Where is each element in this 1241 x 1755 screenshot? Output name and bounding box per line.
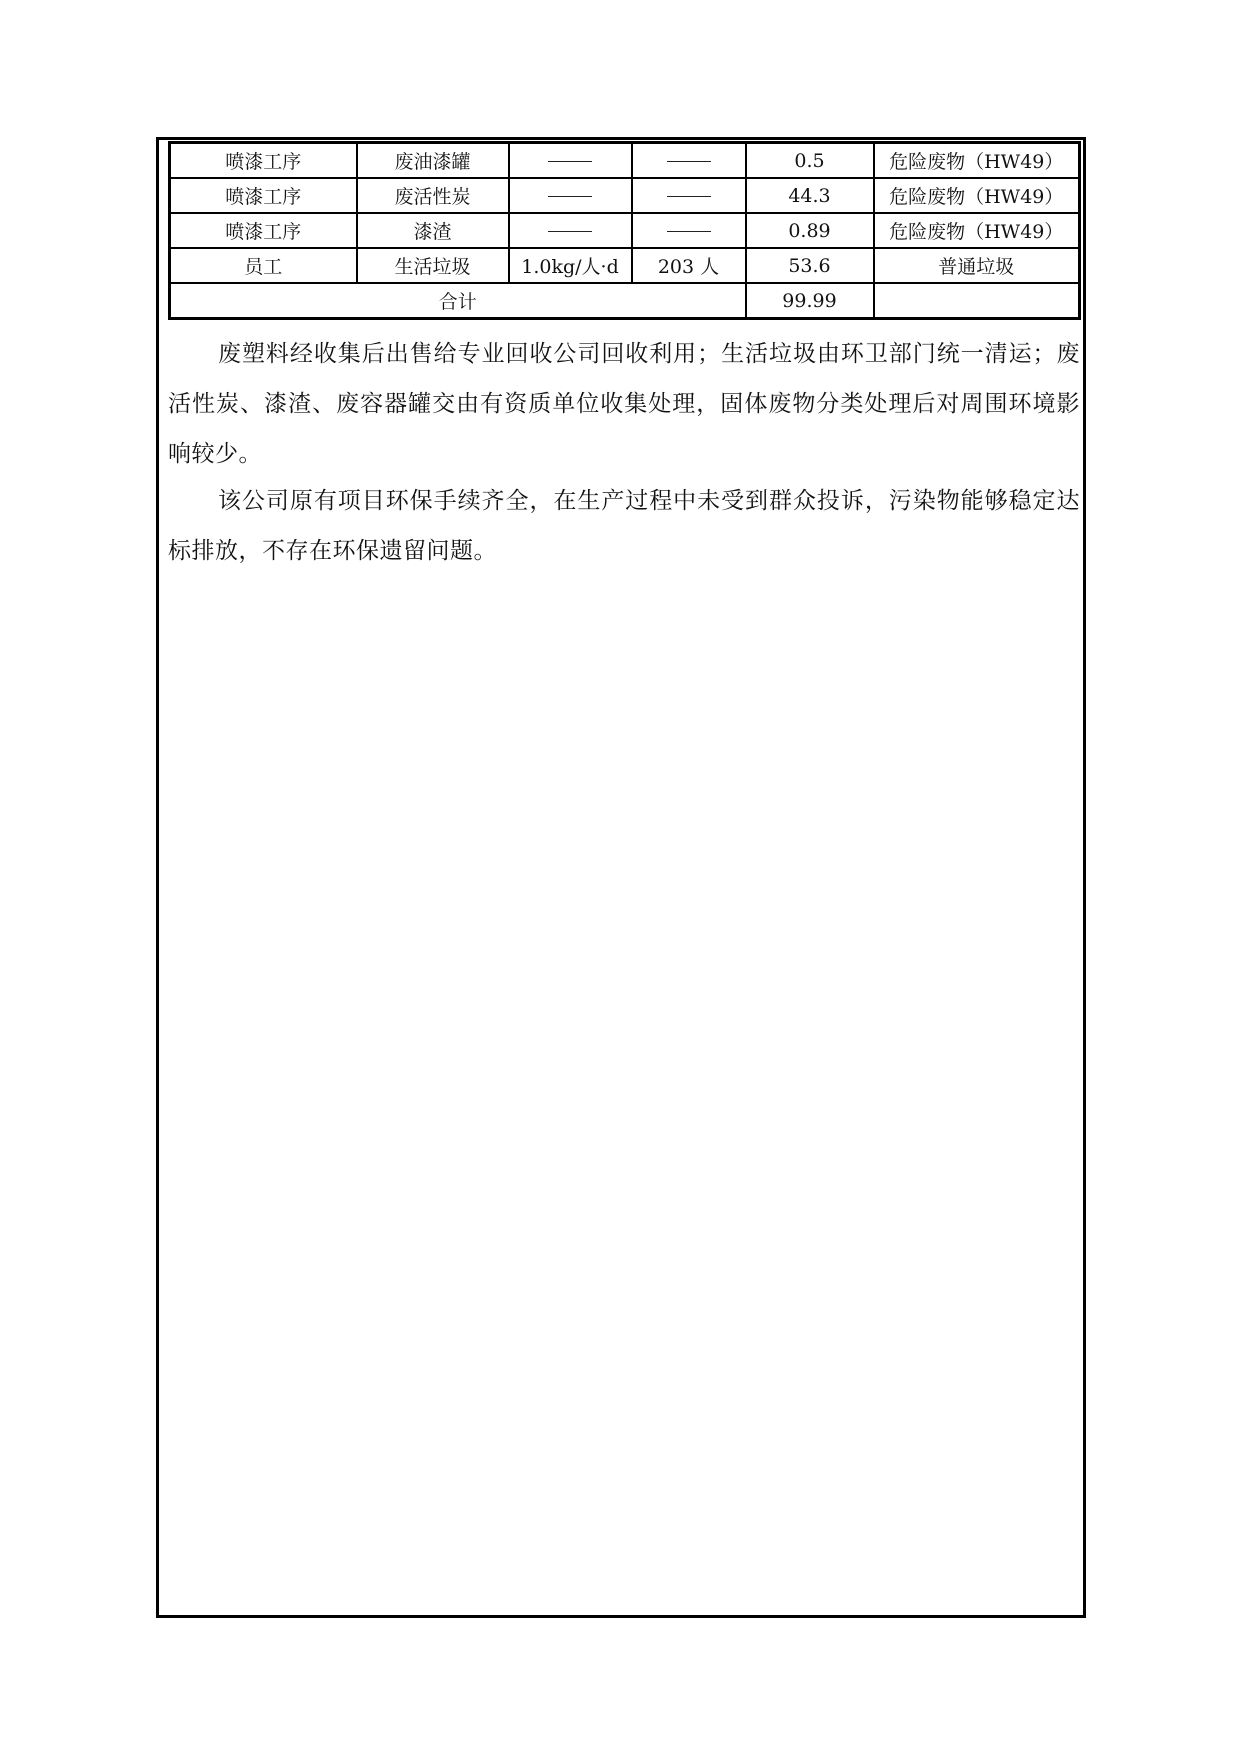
dash-mark bbox=[667, 196, 711, 197]
total-label-cell: 合计 bbox=[170, 283, 746, 319]
waste-name-cell: 废油漆罐 bbox=[357, 143, 509, 179]
waste-name-cell: 生活垃圾 bbox=[357, 248, 509, 283]
amount-cell: 44.3 bbox=[746, 178, 874, 213]
dash-mark bbox=[667, 231, 711, 232]
waste-name-cell: 漆渣 bbox=[357, 213, 509, 248]
total-category-cell bbox=[874, 283, 1080, 319]
solid-waste-table bbox=[168, 141, 1081, 320]
source-cell: 喷漆工序 bbox=[170, 213, 357, 248]
rate-cell bbox=[509, 143, 632, 179]
amount-cell: 0.5 bbox=[746, 143, 874, 179]
dash-mark bbox=[548, 231, 592, 232]
table-row bbox=[170, 213, 1080, 248]
amount-cell: 53.6 bbox=[746, 248, 874, 283]
table-row bbox=[170, 248, 1080, 283]
table-total-row bbox=[170, 283, 1080, 319]
total-amount-cell: 99.99 bbox=[746, 283, 874, 319]
category-cell: 危险废物（HW49） bbox=[874, 178, 1080, 213]
waste-disposal-paragraph: 废塑料经收集后出售给专业回收公司回收利用；生活垃圾由环卫部门统一清运；废活性炭、漆渣、废容器罐交由有资质单位收集处理，固体废物分类处理后对周围环境影响较少。 bbox=[168, 341, 1080, 467]
category-cell: 危险废物（HW49） bbox=[874, 213, 1080, 248]
rate-cell bbox=[509, 178, 632, 213]
category-cell: 危险废物（HW49） bbox=[874, 143, 1080, 179]
amount-cell: 0.89 bbox=[746, 213, 874, 248]
rate-cell bbox=[509, 213, 632, 248]
rate-cell: 1.0kg/人·d bbox=[509, 248, 632, 283]
source-cell: 员工 bbox=[170, 248, 357, 283]
dash-mark bbox=[667, 161, 711, 162]
category-cell: 普通垃圾 bbox=[874, 248, 1080, 283]
table-row bbox=[170, 143, 1080, 179]
table-row bbox=[170, 178, 1080, 213]
dash-mark bbox=[548, 161, 592, 162]
source-cell: 喷漆工序 bbox=[170, 178, 357, 213]
count-cell bbox=[632, 213, 746, 248]
count-cell: 203 人 bbox=[632, 248, 746, 283]
compliance-paragraph: 该公司原有项目环保手续齐全，在生产过程中未受到群众投诉，污染物能够稳定达标排放，不存在环保遗留问题。 bbox=[168, 488, 1080, 564]
source-cell: 喷漆工序 bbox=[170, 143, 357, 179]
dash-mark bbox=[548, 196, 592, 197]
waste-name-cell: 废活性炭 bbox=[357, 178, 509, 213]
count-cell bbox=[632, 178, 746, 213]
count-cell bbox=[632, 143, 746, 179]
